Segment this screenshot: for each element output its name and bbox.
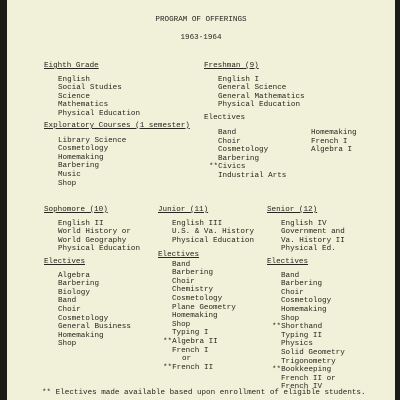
elective-item: Algebra [58, 271, 90, 280]
junior-electives [158, 251, 236, 372]
course-item: English III [172, 219, 223, 228]
elective-item: French I [311, 137, 348, 146]
eighth-grade-section [44, 62, 140, 119]
eighth-grade-courses [44, 76, 140, 119]
elective-item: **Shorthand [272, 323, 323, 332]
course-item: Homemaking [58, 153, 104, 162]
elective-item: Physics [281, 340, 313, 349]
elective-item: Solid Geometry [281, 348, 345, 357]
course-item: Government and [281, 228, 345, 237]
course-item: General Mathematics [218, 92, 305, 101]
elective-item: Cosmetology [172, 294, 223, 303]
freshman-electives-col2 [311, 129, 357, 155]
course-item: Physical Education [58, 109, 141, 118]
elective-item: or [182, 355, 192, 364]
elective-item: **Algebra II [163, 337, 218, 346]
elective-item: Cosmetology [218, 146, 269, 155]
elective-item: Trigonometry [281, 357, 336, 366]
course-item: English II [58, 219, 104, 228]
senior-heading: Senior (12) [267, 206, 318, 214]
page-title: PROGRAM OF OFFERINGS [155, 16, 247, 24]
elective-item: Plane Geometry [172, 303, 236, 312]
elective-item: Barbering [218, 154, 260, 163]
elective-item: Barbering [172, 269, 214, 278]
elective-item: Homemaking [311, 129, 357, 137]
elective-item: Barbering [58, 280, 100, 289]
elective-item: Biology [58, 288, 90, 297]
course-item: Physical Ed. [281, 245, 336, 254]
exploratory-courses [44, 137, 190, 189]
eighth-grade-heading: Eighth Grade [44, 62, 99, 70]
elective-item: Industrial Arts [218, 171, 287, 180]
senior-electives [267, 258, 345, 392]
elective-item: Band [172, 260, 191, 269]
elective-item: **Civics [209, 163, 246, 172]
sophomore-section [44, 206, 140, 254]
elective-item: Algebra I [311, 146, 353, 155]
senior-elective-list [267, 272, 345, 392]
elective-item: Band [58, 297, 77, 306]
course-item: Barbering [58, 162, 100, 171]
junior-courses [158, 220, 254, 246]
elective-item: Band [281, 271, 300, 280]
elective-item: French II or [281, 374, 336, 383]
document-page [7, 0, 395, 400]
junior-section [158, 206, 254, 245]
elective-item: Typing II [281, 331, 323, 340]
senior-electives-heading: Electives [267, 258, 309, 266]
elective-item: Shop [281, 314, 300, 323]
school-year: 1963-1964 [180, 34, 222, 42]
freshman-electives-heading: Electives [204, 114, 246, 122]
elective-item: Shop [172, 320, 191, 329]
senior-section [267, 206, 345, 254]
course-item: General Science [218, 84, 287, 93]
course-item: U.S. & Va. History [172, 228, 255, 237]
course-item: Science [58, 92, 90, 101]
course-item: English I [218, 75, 260, 84]
elective-item: Choir [281, 288, 304, 297]
freshman-heading: Freshman (9) [204, 62, 259, 70]
course-item: English [58, 75, 90, 84]
freshman-section [204, 62, 305, 110]
elective-item: Cosmetology [58, 314, 109, 323]
junior-heading: Junior (11) [158, 206, 209, 214]
exploratory-section [44, 122, 190, 188]
course-item: Music [58, 170, 81, 179]
elective-item: Homemaking [172, 312, 218, 321]
course-item: Library Science [58, 136, 127, 145]
elective-item: Chemistry [172, 286, 214, 295]
sophomore-courses [44, 220, 140, 254]
elective-item: French I [172, 346, 209, 355]
senior-courses [267, 220, 345, 254]
freshman-electives-col1 [209, 129, 287, 181]
elective-item: Choir [218, 137, 241, 146]
course-item: Shop [58, 179, 77, 188]
freshman-courses [204, 76, 305, 110]
course-item: World Geography [58, 236, 127, 245]
course-item: English IV [281, 219, 327, 228]
elective-item: Choir [58, 305, 81, 314]
junior-elective-list [158, 261, 236, 373]
course-item: Physical Education [58, 245, 141, 254]
course-item: Va. History II [281, 236, 345, 245]
elective-item: Barbering [281, 280, 323, 289]
junior-electives-heading: Electives [158, 251, 200, 259]
course-item: Social Studies [58, 84, 122, 93]
sophomore-elective-list [44, 272, 131, 349]
sophomore-electives [44, 258, 131, 349]
elective-item: Homemaking [281, 305, 327, 314]
elective-item: General Business [58, 323, 131, 332]
sophomore-electives-heading: Electives [44, 258, 86, 266]
footnote: ** Electives made available based upon enrollment of eligible students. [42, 389, 366, 397]
elective-item: **Bookkeeping [272, 366, 332, 375]
elective-item: Choir [172, 277, 195, 286]
exploratory-heading: Exploratory Courses (1 semester) [44, 122, 190, 130]
course-item: Physical Education [218, 101, 301, 110]
elective-item: Shop [58, 340, 77, 349]
course-item: World History or [58, 228, 131, 237]
elective-item: Cosmetology [281, 297, 332, 306]
elective-item: Band [218, 129, 237, 137]
course-item: Cosmetology [58, 145, 109, 154]
elective-item: Typing I [172, 329, 209, 338]
course-item: Physical Education [172, 236, 255, 245]
sophomore-heading: Sophomore (10) [44, 206, 108, 214]
elective-item: Homemaking [58, 331, 104, 340]
course-item: Mathematics [58, 101, 109, 110]
elective-item: **French II [163, 363, 214, 372]
elective-item: French IV [281, 383, 323, 392]
